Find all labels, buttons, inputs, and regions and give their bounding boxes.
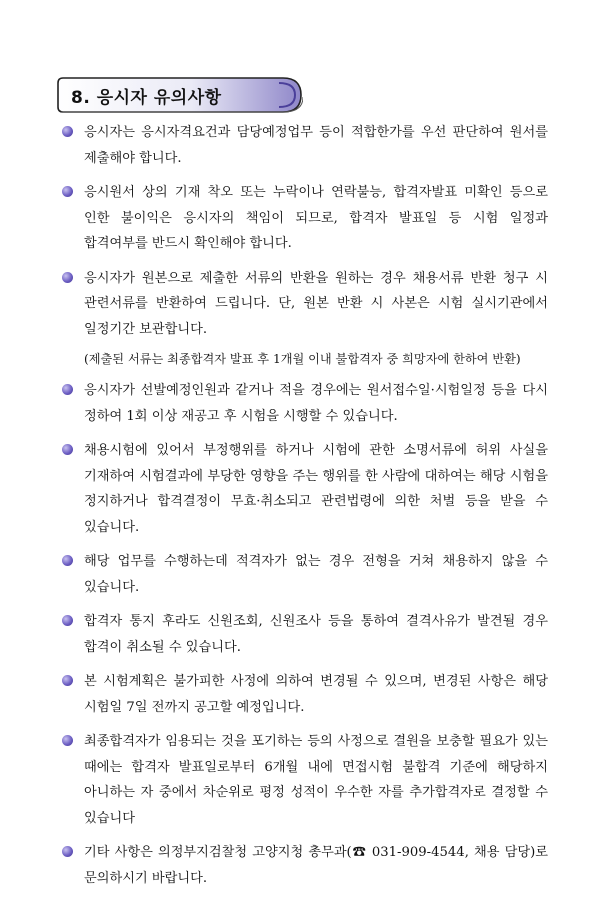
notice-text: 채용시험에 있어서 부정행위를 하거나 시험에 관한 소명서류에 허위 사실을 기재하여 시험결과에 부당한 영향을 주는 행위를 한 사람에 대하여는 해당 시험을 정지하거나 합격결정이 무효·취소되고 관련법령에 의한 처벌 등을 받을 수 있습니다. [84,443,548,535]
section-title: 8. 응시자 유의사항 [71,88,222,108]
note-text: (제출된 서류는 최종합격자 발표 후 1개월 이내 불합격자 중 희망자에 한하여 반환) [84,352,521,366]
notice-item [62,840,548,891]
notice-text: 응시자가 선발예정인원과 같거나 적을 경우에는 원서접수일·시험일정 등을 다시 정하여 1회 이상 재공고 후 시험을 시행할 수 있습니다. [84,383,548,424]
bullet-icon [62,272,73,283]
notice-item [62,120,548,171]
notice-item [62,180,548,257]
notice-text: 해당 업무를 수행하는데 적격자가 없는 경우 전형을 거쳐 채용하지 않을 수 있습니다. [84,554,548,595]
notice-item [62,609,548,660]
bullet-icon [62,615,73,626]
bullet-icon [62,444,73,455]
notice-text: 응시원서 상의 기재 착오 또는 누락이나 연락불능, 합격자발표 미확인 등으로 인한 불이익은 응시자의 책임이 되므로, 합격자 발표일 등 시험 일정과 합격여부를 반드시 확인해야 합니다. [84,185,548,251]
notice-text: 최종합격자가 임용되는 것을 포기하는 등의 사정으로 결원을 보충할 필요가 있는 때에는 합격자 발표일로부터 6개월 내에 면접시험 불합격 기준에 해당하지 아니하는 자 중에서 차순위로 평정 성적이 우수한 자를 추가합격자로 결정할 수 있습니다 [84,734,548,826]
notice-text: 응시자는 응시자격요건과 담당예정업무 등이 적합한가를 우선 판단하여 원서를 제출해야 합니다. [84,125,548,166]
bullet-icon [62,735,73,746]
notice-text: 응시자가 원본으로 제출한 서류의 반환을 원하는 경우 채용서류 반환 청구 시 관련서류를 반환하여 드립니다. 단, 원본 반환 시 사본은 시험 실시기관에서 일정기간 보관합니다. [84,270,548,337]
notice-item [62,266,548,343]
notice-list [62,120,548,900]
notice-item [62,549,548,600]
notice-item [62,378,548,429]
notice-text: 기타 사항은 의정부지검찰청 고양지청 총무과(☎ 031-909-4544, 채용 담당)로 문의하시기 바랍니다. [84,845,548,886]
bullet-icon [62,186,73,197]
bullet-icon [62,384,73,395]
notice-item [62,438,548,540]
bullet-icon [62,846,73,857]
notice-item [62,729,548,831]
notice-text: 합격자 통지 후라도 신원조회, 신원조사 등을 통하여 결격사유가 발견될 경우 합격이 취소될 수 있습니다. [84,614,548,655]
notice-text: 본 시험계획은 불가피한 사정에 의하여 변경될 수 있으며, 변경된 사항은 해당 시험일 7일 전까지 공고할 예정입니다. [84,674,548,715]
bullet-icon [62,675,73,686]
section-header [57,77,303,113]
bullet-icon [62,126,73,137]
notice-item [62,669,548,720]
bullet-icon [62,555,73,566]
